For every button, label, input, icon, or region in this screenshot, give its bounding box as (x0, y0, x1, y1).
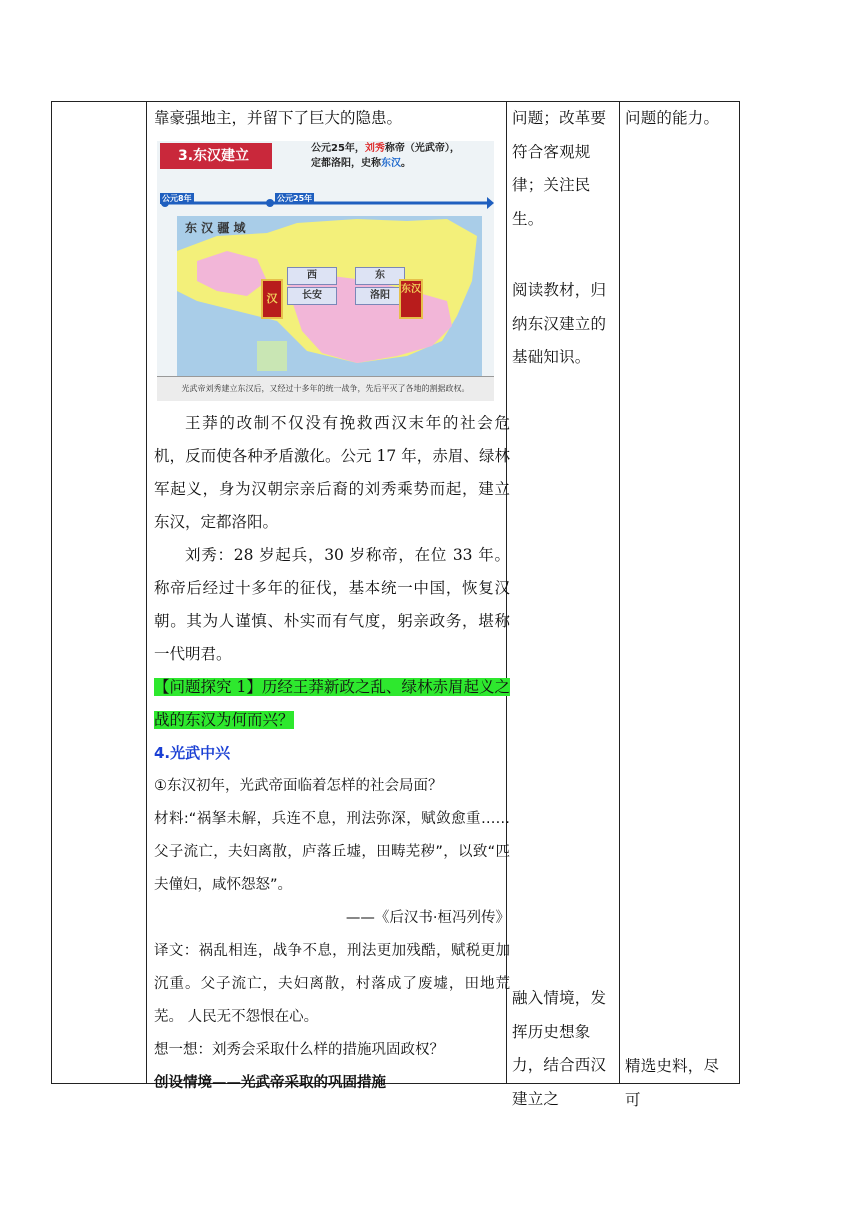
material-quote: 材料:“祸拏未解，兵连不息，刑法弥深，赋敛愈重……父子流亡，夫妇离散，庐落丘墟，田畴芜秽”，以致“匹夫僮妇，咸怀怨怒”。 (154, 811, 510, 893)
table-border-right (739, 101, 740, 1084)
lesson-table (51, 101, 740, 1109)
note-dynasty: 东汉 (381, 158, 401, 169)
intent-text-a: 问题的能力。 (625, 109, 720, 127)
inquiry-question (154, 671, 510, 737)
intro-text: 靠豪强地主，并留下了巨大的隐患。 (154, 109, 403, 127)
table-border-left (51, 101, 52, 1084)
scenario-heading: 创设情境——光武帝采取的巩固措施 (154, 1075, 386, 1091)
material-source: ——《后汉书·桓冯列传》 (345, 910, 510, 926)
translation-text: 译文：祸乱相连，战争不息，刑法更加残酷，赋税更加沉重。父子流亡，夫妇离散，村落成了废墟，田地荒芜。 人民无不怨恨在心。 (154, 943, 510, 1025)
map-region-label: 东 汉 疆 域 (185, 221, 246, 235)
figure-caption: 光武帝刘秀建立东汉后，又经过十多年的统一战争，先后平灭了各地的割据政权。 (157, 376, 494, 401)
timeline-start: 公元8年 (162, 194, 192, 203)
activity-column (512, 101, 616, 1108)
activity-text-c: 融入情境，发挥历史想象力，结合西汉建立之 (512, 989, 607, 1108)
east-han-label: 东 (355, 267, 405, 285)
content-column (154, 101, 510, 1100)
think-prompt: 想一想：刘秀会采取什么样的措施巩固政权？ (154, 1042, 444, 1058)
west-han-label: 西 (287, 267, 337, 285)
activity-text-b: 阅读教材，归纳东汉建立的基础知识。 (512, 281, 607, 366)
figure-note (311, 141, 461, 171)
note-end: 。 (401, 158, 411, 169)
luoyang-label: 洛阳 (355, 287, 405, 305)
east-han-seal: 东汉 (399, 279, 423, 319)
changan-label: 长安 (287, 287, 337, 305)
activity-text-a: 问题；改革要符合客观规律；关注民生。 (512, 109, 607, 228)
table-divider-3 (619, 101, 620, 1084)
note-name: 刘秀 (364, 143, 385, 154)
note-body: 称帝（光武帝），定都洛阳，史称 (311, 143, 460, 169)
table-divider-1 (146, 101, 147, 1084)
figure-title: 3.东汉建立 (160, 143, 272, 169)
section-heading: 4.光武中兴 (154, 744, 231, 762)
timeline-end: 公元25年 (277, 194, 313, 203)
inquiry-highlight: 【问题探究 1】历经王莽新政之乱、绿林赤眉起义之战的东汉为何而兴？ (154, 678, 510, 729)
eastern-han-map-figure (157, 141, 494, 401)
note-date: 公元25年， (311, 143, 365, 154)
intent-text-b: 精选史料，尽可 (625, 1057, 720, 1109)
paragraph-liuxiu: 刘秀：28 岁起兵，30 岁称帝，在位 33 年。称帝后经过十多年的征伐，基本统一中国，恢复汉朝。其为人谨慎、朴实而有气度，躬亲政务，堪称一代明君。 (154, 546, 510, 663)
intent-column (625, 101, 733, 1109)
han-seal: 汉 (261, 279, 283, 319)
question-1: ①东汉初年，光武帝面临着怎样的社会局面？ (154, 778, 443, 794)
paragraph-wangmang: 王莽的改制不仅没有挽救西汉末年的社会危机，反而使各种矛盾激化。公元 17 年，赤眉、绿林军起义，身为汉朝宗亲后裔的刘秀乘势而起，建立东汉，定都洛阳。 (154, 414, 510, 531)
